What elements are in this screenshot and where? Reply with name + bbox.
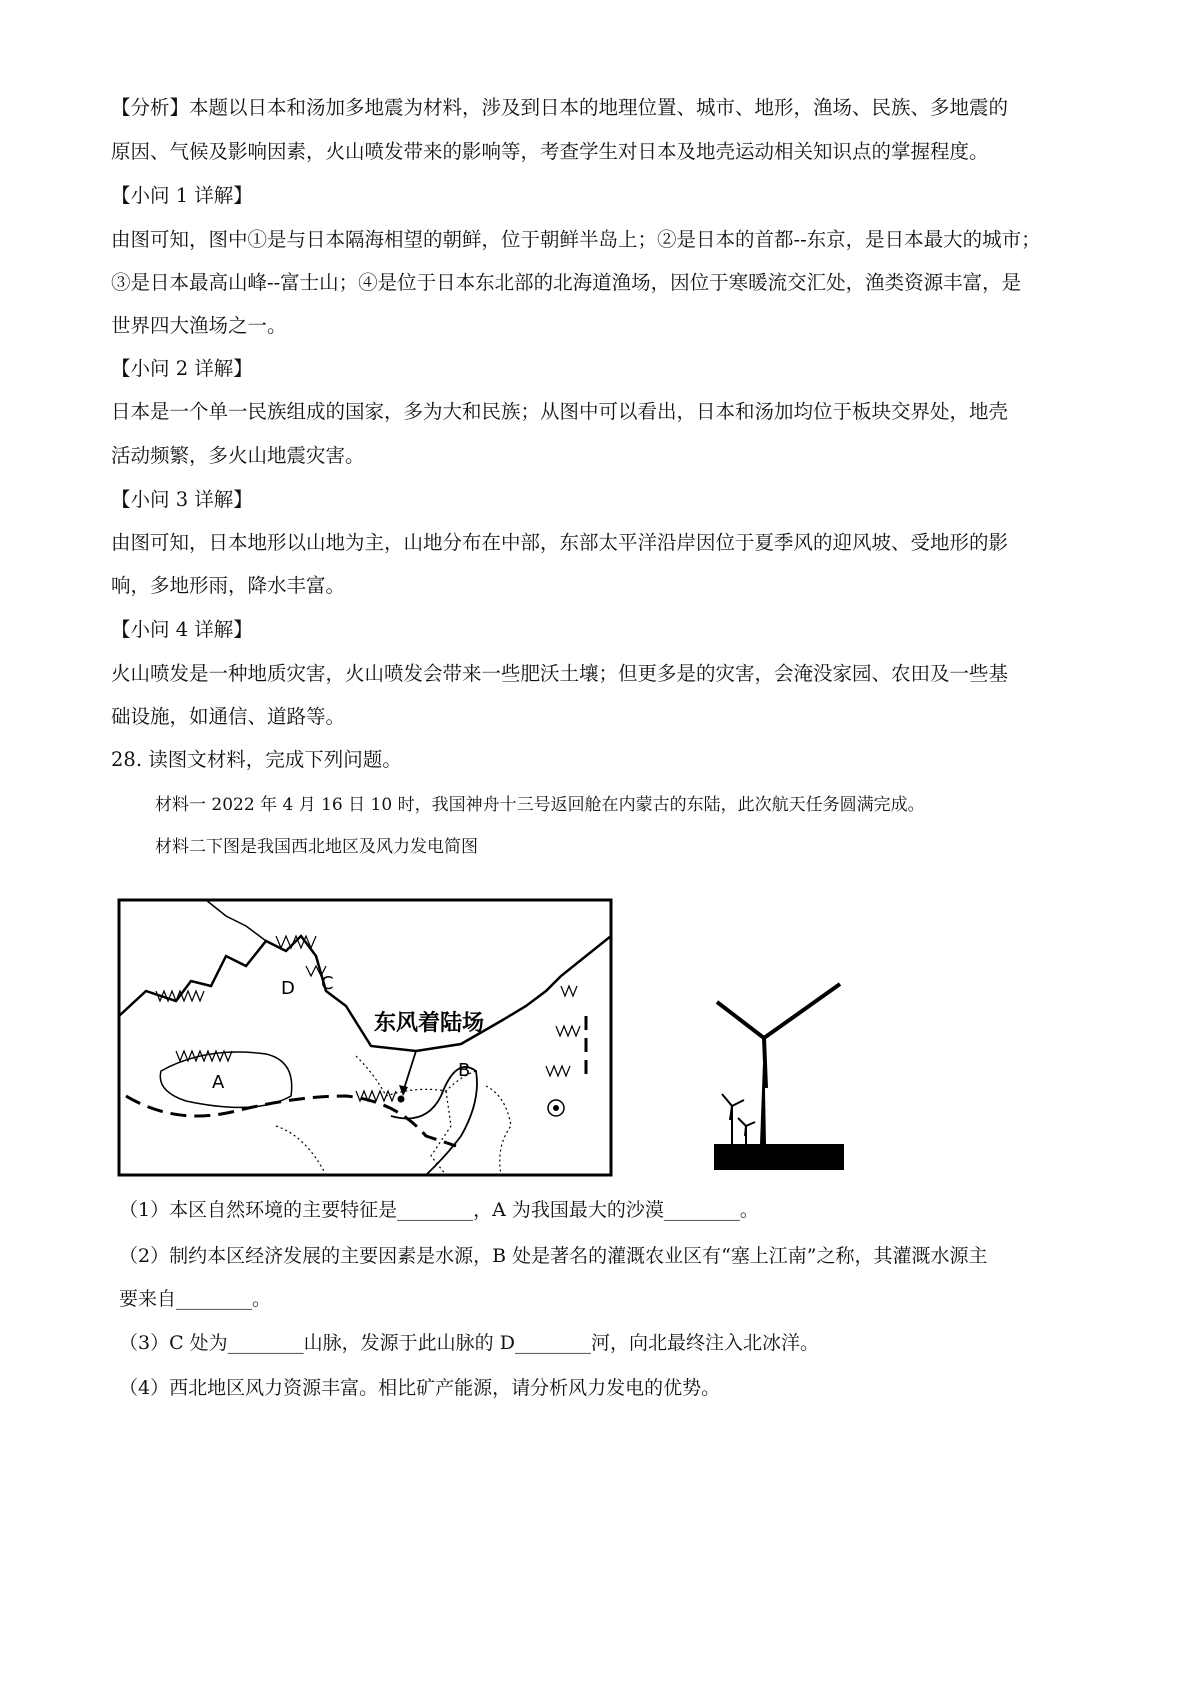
material-1: 材料一 2022 年 4 月 16 日 10 时，我国神舟十三号返回舱在内蒙古的东陆，此次航天任务圆满完成。 [155,795,925,815]
question-28-part-4: （4）西北地区风力资源丰富。相比矿产能源，请分析风力发电的优势。 [119,1377,721,1399]
map-label-landing-site: 东风着陆场 [374,1011,485,1036]
map-label-b: B [458,1060,471,1081]
material-2: 材料二下图是我国西北地区及风力发电简图 [155,837,478,857]
analysis-line-2: 原因、气候及影响因素，火山喷发带来的影响等，考查学生对日本及地壳运动相关知识点的掌握程度。 [111,140,989,163]
map-label-d: D [281,978,295,999]
subquestion-2-line-1: 日本是一个单一民族组成的国家，多为大和民族；从图中可以看出，日本和汤加均位于板块交界处，地壳 [111,400,1009,423]
question-28-stem: 28. 读图文材料，完成下列问题。 [111,748,402,771]
map-label-a: A [212,1072,225,1093]
subquestion-3-heading: 【小问 3 详解】 [111,488,253,511]
wind-turbine-diagram [714,976,854,1178]
subquestion-1-heading: 【小问 1 详解】 [111,184,253,207]
subquestion-4-line-2: 础设施，如通信、道路等。 [111,705,346,728]
question-28-part-3: （3）C 处为________山脉，发源于此山脉的 D________河，向北最终注入北冰洋。 [119,1332,819,1354]
question-28-part-1: （1）本区自然环境的主要特征是________，A 为我国最大的沙漠________。 [119,1199,759,1221]
subquestion-3-line-2: 响，多地形雨，降水丰富。 [111,574,346,597]
subquestion-4-line-1: 火山喷发是一种地质灾害，火山喷发会带来一些肥沃土壤；但更多是的灾害，会淹没家园、农田及一些基 [111,662,1009,685]
question-28-part-2-line-2: 要来自________。 [119,1288,272,1310]
analysis-line-1: 【分析】本题以日本和汤加多地震为材料，涉及到日本的地理位置、城市、地形，渔场、民族、多地震的 [111,96,1009,119]
subquestion-2-line-2: 活动频繁，多火山地震灾害。 [111,444,365,467]
subquestion-1-line-1: 由图可知，图中①是与日本隔海相望的朝鲜，位于朝鲜半岛上；②是日本的首都--东京，是日本最大的城市； [111,228,1041,251]
subquestion-2-heading: 【小问 2 详解】 [111,357,253,380]
subquestion-1-line-2: ③是日本最高山峰--富士山；④是位于日本东北部的北海道渔场，因位于寒暖流交汇处，渔类资源丰富，是 [111,271,1022,294]
subquestion-3-line-1: 由图可知，日本地形以山地为主，山地分布在中部，东部太平洋沿岸因位于夏季风的迎风坡、受地形的影 [111,531,1009,554]
subquestion-1-line-3: 世界四大渔场之一。 [111,314,287,337]
northwest-china-map [116,896,616,1178]
map-label-c: C [321,973,334,994]
subquestion-4-heading: 【小问 4 详解】 [111,618,253,641]
question-28-part-2-line-1: （2）制约本区经济发展的主要因素是水源，B 处是著名的灌溉农业区有“塞上江南”之称，其灌溉水源主 [119,1245,988,1267]
